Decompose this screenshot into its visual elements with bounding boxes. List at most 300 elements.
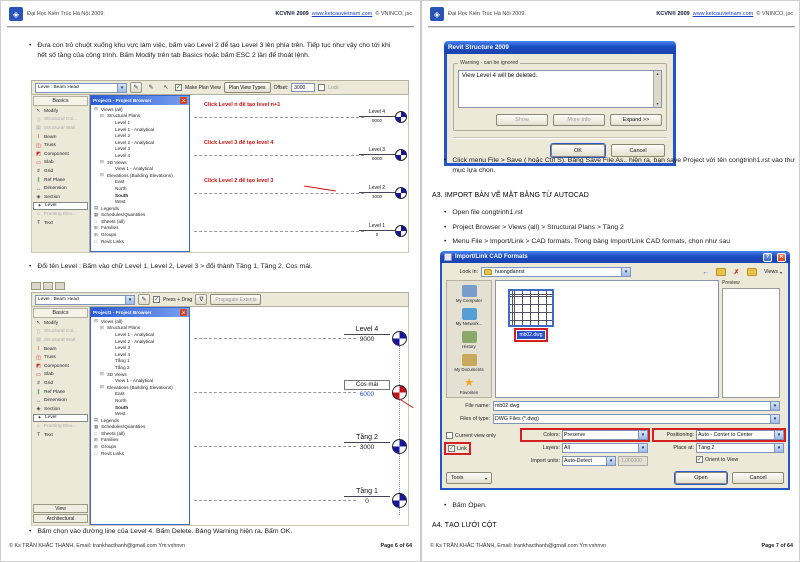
edit-type-button[interactable]: ✎ [138,294,150,305]
back-icon[interactable]: ← [702,268,709,276]
header-link[interactable]: www.ketcauvietnam.com [692,11,754,17]
instruction-bullet-2 [29,262,404,272]
project-browser-title: Project1 - Project Browser [93,310,152,315]
place-icon [462,285,477,297]
tool-icon: ▭ [36,159,41,166]
tool-label: Text [44,220,53,226]
tree-expander-icon[interactable]: ⊟ [100,172,104,178]
tree-item[interactable] [91,377,189,384]
tab-view[interactable]: View [33,504,88,513]
positioning-value: Auto - Center to Center [698,432,753,438]
type-selector-combo[interactable] [35,295,135,305]
tree-item-label: Tầng 2 [115,364,130,370]
tree-expander-icon[interactable]: ⊞ [94,436,98,442]
tree-item[interactable] [91,205,189,212]
tool-button[interactable] [33,167,88,176]
options-toolbar [31,80,409,95]
place-item[interactable] [447,377,491,395]
level-name[interactable]: Cos mái [344,380,390,390]
press-drag-label: Press + Drag [163,296,193,303]
press-drag-checkbox[interactable] [153,296,160,303]
level-name[interactable]: Level 2 [359,185,395,193]
tool-button[interactable] [33,107,88,116]
tree-item[interactable] [91,417,189,424]
dropdown-arrow-icon[interactable] [770,402,779,410]
tool-button[interactable] [33,202,88,211]
level-line[interactable] [194,117,364,118]
place-item[interactable] [447,354,491,372]
tree-item[interactable] [91,212,189,219]
level-elevation: 0 [375,232,379,237]
new-folder-icon[interactable] [747,268,757,276]
dropdown-arrow-icon[interactable] [638,431,647,439]
tool-label: Modify [44,108,59,114]
tool-label: Level [45,203,57,209]
positioning-row [654,430,784,440]
tree-item[interactable] [91,371,189,378]
tree-item[interactable] [91,126,189,133]
tool-label: Component [44,151,69,157]
tree-item-label: North [115,185,127,191]
tree-item-label: West [115,199,126,205]
tool-icon: ♯ [37,380,40,387]
link-label: Link [457,445,467,452]
file-item-name[interactable]: mb02.dwg [519,332,543,338]
tree-item[interactable] [91,185,189,192]
current-view-only-option[interactable] [446,432,516,439]
tree-item-label: View 1 - Analytical [115,166,153,172]
tree-item[interactable] [91,397,189,404]
revit-screenshot-2 [31,282,409,526]
tree-expander-icon[interactable]: ⊞ [94,224,98,230]
tool-label: Dimension [44,398,67,404]
tool-icon: ◫ [36,354,41,361]
tool-icon: ◫ [36,142,41,149]
link-checkbox[interactable] [448,445,455,452]
tree-item[interactable] [91,218,189,225]
tree-item[interactable] [91,430,189,437]
tree-expander-icon[interactable]: ⊟ [100,112,104,118]
file-name-value: mb02.dwg [495,403,520,409]
level-line[interactable] [194,500,356,501]
tool-icon: I [37,134,40,141]
import-options [446,430,784,466]
level-label [344,488,390,505]
tree-item-label: Level 1 [115,119,131,125]
tree-item[interactable] [91,404,189,411]
project-browser-titlebar[interactable] [91,308,189,317]
dialog-body [440,263,790,490]
level-elevation: 6000 [371,156,382,161]
place-item[interactable] [447,285,491,303]
close-icon[interactable] [180,309,187,316]
tool-button[interactable] [33,193,88,202]
tree-expander-icon[interactable]: ⊟ [94,318,98,324]
tree-item[interactable] [91,113,189,120]
tools-menu-button[interactable] [446,472,492,484]
sketch-icon[interactable]: ✎ [148,85,154,91]
footer-author: © Ks TRẦN KHẮC THÀNH, Email: trankhacthanh@gmail.com Ym:vxhnvn [430,543,607,549]
tree-item[interactable] [91,198,189,205]
dropdown-arrow-icon[interactable] [606,457,615,465]
level-name[interactable]: Level 4 [344,326,390,335]
make-plan-view-checkbox[interactable] [175,84,182,91]
tool-button[interactable] [33,362,88,371]
level-name[interactable]: Level 3 [359,147,395,155]
place-label: My Computer [455,298,483,303]
tree-expander-icon[interactable]: □ [94,238,97,244]
bullet-text: • Bấm Open. [452,502,487,509]
tree-item[interactable] [91,238,189,245]
tool-button[interactable] [33,219,88,228]
page-header [9,5,412,23]
project-browser-tree [91,105,189,251]
current-view-only-checkbox[interactable] [446,432,453,439]
scrollbar[interactable] [653,71,661,107]
level-marker-icon[interactable] [392,439,407,454]
tool-button[interactable] [33,405,88,414]
tree-item-label: Legends [101,205,119,211]
instruction-bullet-1 [29,41,401,60]
page-6 [1,1,420,562]
tree-item-label: Structural Plans [107,325,141,331]
tree-expander-icon[interactable]: ⊟ [100,371,104,377]
project-browser-titlebar[interactable] [91,96,189,105]
options-column-right [654,430,784,466]
level-row [190,214,408,252]
tree-expander-icon[interactable]: ⊟ [100,384,104,390]
dialog-titlebar[interactable] [440,251,790,263]
tool-icon: ◩ [36,363,41,370]
tree-item[interactable] [91,358,189,365]
tree-item-label: Schedules/Quantities [101,424,146,430]
delete-icon[interactable]: ✗ [733,269,740,276]
tree-item[interactable] [91,119,189,126]
level-marker-icon[interactable] [392,331,407,346]
level-marker-icon[interactable] [392,385,407,400]
tree-item[interactable] [91,344,189,351]
file-browser-area [446,280,784,398]
level-line[interactable] [194,338,356,339]
tool-button[interactable] [33,396,88,405]
header-left-text: Đại Học Kiến Trúc Hà Nội 2009. [27,11,105,17]
window-tool-icon[interactable] [31,282,41,290]
place-at-combo[interactable] [696,443,784,453]
level-elevation: 9000 [359,336,375,343]
type-selector-value: Level : Beam Head [38,297,79,302]
tree-item[interactable] [91,351,189,358]
dialog-titlebar[interactable] [444,41,676,54]
tree-expander-icon[interactable]: □ [94,218,97,224]
close-icon[interactable] [180,97,187,104]
bullet-text: • Project Browser > Views (all) > Structural Plans > Tầng 2 [452,223,624,231]
a3-bullet-list [444,208,795,247]
school-logo-icon: ◈ [9,7,23,21]
level-line[interactable] [194,231,364,232]
dropdown-arrow-icon[interactable] [774,431,783,439]
tool-button[interactable] [33,388,88,397]
tool-button[interactable] [33,133,88,142]
tree-expander-icon[interactable]: □ [94,450,97,456]
level-line[interactable] [194,193,364,194]
level-line[interactable] [194,155,364,156]
offset-label: Offset: [273,84,289,91]
open-button[interactable]: Open [675,472,727,484]
place-label: Favorites [459,390,479,395]
tool-label: Component [44,363,69,369]
show-button: Show [496,114,548,126]
tool-label: Framing Elev... [44,211,76,217]
tree-expander-icon[interactable]: □ [94,430,97,436]
tool-icon: ⌂ [36,211,41,218]
tree-item[interactable] [91,106,189,113]
warning-dialog [444,41,676,166]
place-icon [462,354,477,366]
help-icon[interactable] [763,253,772,262]
tool-label: Structural Col... [44,329,78,335]
units-factor-field: 1.000000 [618,456,648,466]
dropdown-arrow-icon[interactable] [621,268,630,276]
tree-expander-icon[interactable]: ⊞ [94,443,98,449]
tool-button[interactable] [33,371,88,380]
tree-expander-icon[interactable]: ⊟ [94,106,98,112]
tree-item-label: Level 3 [115,345,131,351]
tool-label: Structural Col... [44,117,78,123]
tool-label: Beam [44,134,57,140]
tree-item-label: West [115,411,126,417]
tree-item[interactable] [91,338,189,345]
look-in-label: Look in: [459,269,478,275]
tree-item[interactable] [91,231,189,238]
tree-item[interactable] [91,192,189,199]
tool-icon: ✦ [37,414,42,421]
orient-to-view-option[interactable] [654,456,784,463]
tree-item[interactable] [91,410,189,417]
tree-item[interactable] [91,331,189,338]
expand-button[interactable]: Expand >> [610,114,662,126]
file-type-combo[interactable] [493,414,780,424]
tree-item[interactable] [91,132,189,139]
tool-button[interactable] [33,422,88,431]
tool-label: Truss [44,143,56,149]
file-type-label: Files of type: [459,416,490,422]
tool-button[interactable] [33,184,88,193]
tool-button[interactable] [33,345,88,354]
level-name[interactable]: Level 4 [359,109,395,117]
dropdown-arrow-icon[interactable] [770,415,779,423]
level-marker-icon[interactable] [392,493,407,508]
level-row [190,474,408,528]
file-name-combo[interactable] [493,401,780,411]
tree-item-label: Sheets (all) [101,218,125,224]
options-column-left [446,430,516,466]
level-label [344,380,390,398]
tree-item[interactable] [91,172,189,179]
orient-to-view-checkbox[interactable] [696,456,703,463]
level-row [190,100,408,138]
place-item[interactable] [447,308,491,326]
level-row [190,176,408,214]
tree-item[interactable] [91,152,189,159]
tree-expander-icon[interactable]: ⊟ [100,324,104,330]
import-units-combo[interactable] [562,456,616,466]
level-label [359,223,395,237]
layers-combo[interactable] [562,443,648,453]
place-item[interactable] [447,331,491,349]
places-bar [446,280,492,398]
type-selector-value: Level : Beam Head [38,85,79,90]
orient-to-view-label: Orient to View [705,456,739,463]
tree-item[interactable] [91,364,189,371]
tree-expander-icon[interactable]: ▦ [94,211,99,217]
tool-label: Level [45,415,57,421]
ok-button[interactable]: OK [551,144,605,157]
more-info-button: More Info [553,114,605,126]
tree-expander-icon[interactable]: ▤ [94,417,99,423]
file-name-label: File name: [465,403,490,409]
warning-group [453,60,667,131]
level-row [190,138,408,176]
dropdown-arrow-icon[interactable] [125,296,134,304]
warning-group-label: Warning - can be ignored [460,60,519,66]
tree-item[interactable] [91,391,189,398]
window-tool-icon[interactable] [43,282,53,290]
look-in-combo[interactable] [481,267,631,277]
tool-button[interactable] [33,159,88,168]
dropdown-arrow-icon[interactable] [638,444,647,452]
tree-item[interactable] [91,165,189,172]
edit-type-button[interactable]: ✎ [130,82,142,93]
views-menu-label: Views [763,269,778,275]
dialog-actions [446,472,784,484]
level-marker-icon[interactable] [395,111,407,123]
tree-item[interactable] [91,225,189,232]
type-selector-combo[interactable] [35,83,127,93]
tree-item[interactable] [91,159,189,166]
tool-icon: ∥ [37,177,40,184]
tool-button[interactable] [33,210,88,219]
tree-item[interactable] [91,179,189,186]
tool-button[interactable] [33,116,88,125]
tool-button[interactable] [33,319,88,328]
level-list [190,312,408,528]
tree-item[interactable] [91,450,189,457]
tool-label: Dimension [44,186,67,192]
dialog-separator [453,137,667,138]
tree-item-label: View 1 - Analytical [115,378,153,384]
place-at-value: Tầng 2 [698,445,715,451]
level-marker-icon[interactable] [395,187,407,199]
tab-basics[interactable]: Basics [33,96,88,106]
section-heading-a3: A3. IMPORT BẢN VẼ MẶT BẰNG TỪ AUTOCAD [432,192,589,199]
level-name[interactable]: Tầng 2 [344,434,390,443]
tree-item[interactable] [91,146,189,153]
level-marker-icon[interactable] [395,225,407,237]
tree-expander-icon[interactable]: ▤ [94,205,99,211]
tree-item[interactable] [91,443,189,450]
level-marker-icon[interactable] [395,149,407,161]
header-brand: KCVN® 2009 [275,11,309,17]
tree-item[interactable] [91,139,189,146]
tree-expander-icon[interactable]: ▦ [94,423,99,429]
level-name[interactable]: Tầng 1 [344,488,390,497]
header-link[interactable]: www.ketcauvietnam.com [311,11,373,17]
tree-item-label: Level 2 [115,133,131,139]
cancel-button[interactable]: Cancel [732,472,784,484]
layers-label: Layers: [542,445,560,451]
revit-workspace [31,95,409,253]
dropdown-arrow-icon[interactable] [774,444,783,452]
positioning-combo[interactable] [696,430,784,440]
tool-button[interactable] [33,150,88,159]
bullet-text: • Menu File > Import/Link > CAD formats. Trong bảng Import/Link CAD formats, chọn như sau [452,238,731,246]
tool-button[interactable] [33,353,88,362]
tool-button[interactable] [33,379,88,388]
tree-item[interactable] [91,325,189,332]
tree-item-label: Families [101,225,119,231]
plan-view-types-button[interactable]: Plan View Types [224,82,271,93]
colors-combo[interactable] [562,430,648,440]
tree-item-label: Level 2 - Analytical [115,338,155,344]
lock-checkbox[interactable] [318,84,325,91]
tree-expander-icon[interactable]: ⊟ [100,159,104,165]
tree-item[interactable] [91,318,189,325]
tool-button[interactable] [33,124,88,133]
level-name[interactable]: Level 1 [359,223,395,231]
views-menu-button[interactable] [762,267,784,277]
close-icon[interactable] [777,253,786,262]
tree-item[interactable] [91,384,189,391]
tool-icon: ↔ [36,185,41,192]
tree-item-label: Revit Links [101,450,124,456]
file-item[interactable] [508,289,554,339]
window-tool-icon[interactable] [55,282,65,290]
school-logo-icon: ◈ [430,7,444,21]
tool-button[interactable] [33,141,88,150]
tool-button[interactable] [33,431,88,440]
look-in-row [446,267,784,277]
tool-button[interactable] [33,176,88,185]
tool-icon: ↖ [36,320,41,327]
tab-basics[interactable]: Basics [33,308,88,318]
tool-button[interactable] [33,336,88,345]
dropdown-arrow-icon[interactable] [117,84,126,92]
level-line[interactable] [194,392,356,393]
pick-icon[interactable]: ↖ [163,85,169,91]
annotation-text: Click Level 3 để tạo level 4 [204,140,274,146]
tree-item-label: Tầng 1 [115,358,130,364]
tree-item[interactable] [91,424,189,431]
basics-tool-list [33,319,88,439]
place-icon [462,331,477,343]
tree-expander-icon[interactable]: ⊞ [94,231,98,237]
cancel-button[interactable]: Cancel [611,144,665,157]
offset-input[interactable]: 3000 [291,83,315,92]
up-folder-icon[interactable] [716,268,726,276]
filter-icon[interactable]: ∇ [195,294,207,305]
tool-button[interactable] [33,414,88,423]
basics-tool-list [33,107,88,227]
tool-label: Slab [44,372,54,378]
tree-item[interactable] [91,437,189,444]
tree-item-label: East [115,179,125,185]
level-line[interactable] [194,446,356,447]
tree-item-label: Groups [101,444,117,450]
header-rule [7,26,414,27]
tool-button[interactable] [33,328,88,337]
link-option[interactable] [446,444,469,453]
tab-architectural[interactable]: Architectural [33,514,88,523]
